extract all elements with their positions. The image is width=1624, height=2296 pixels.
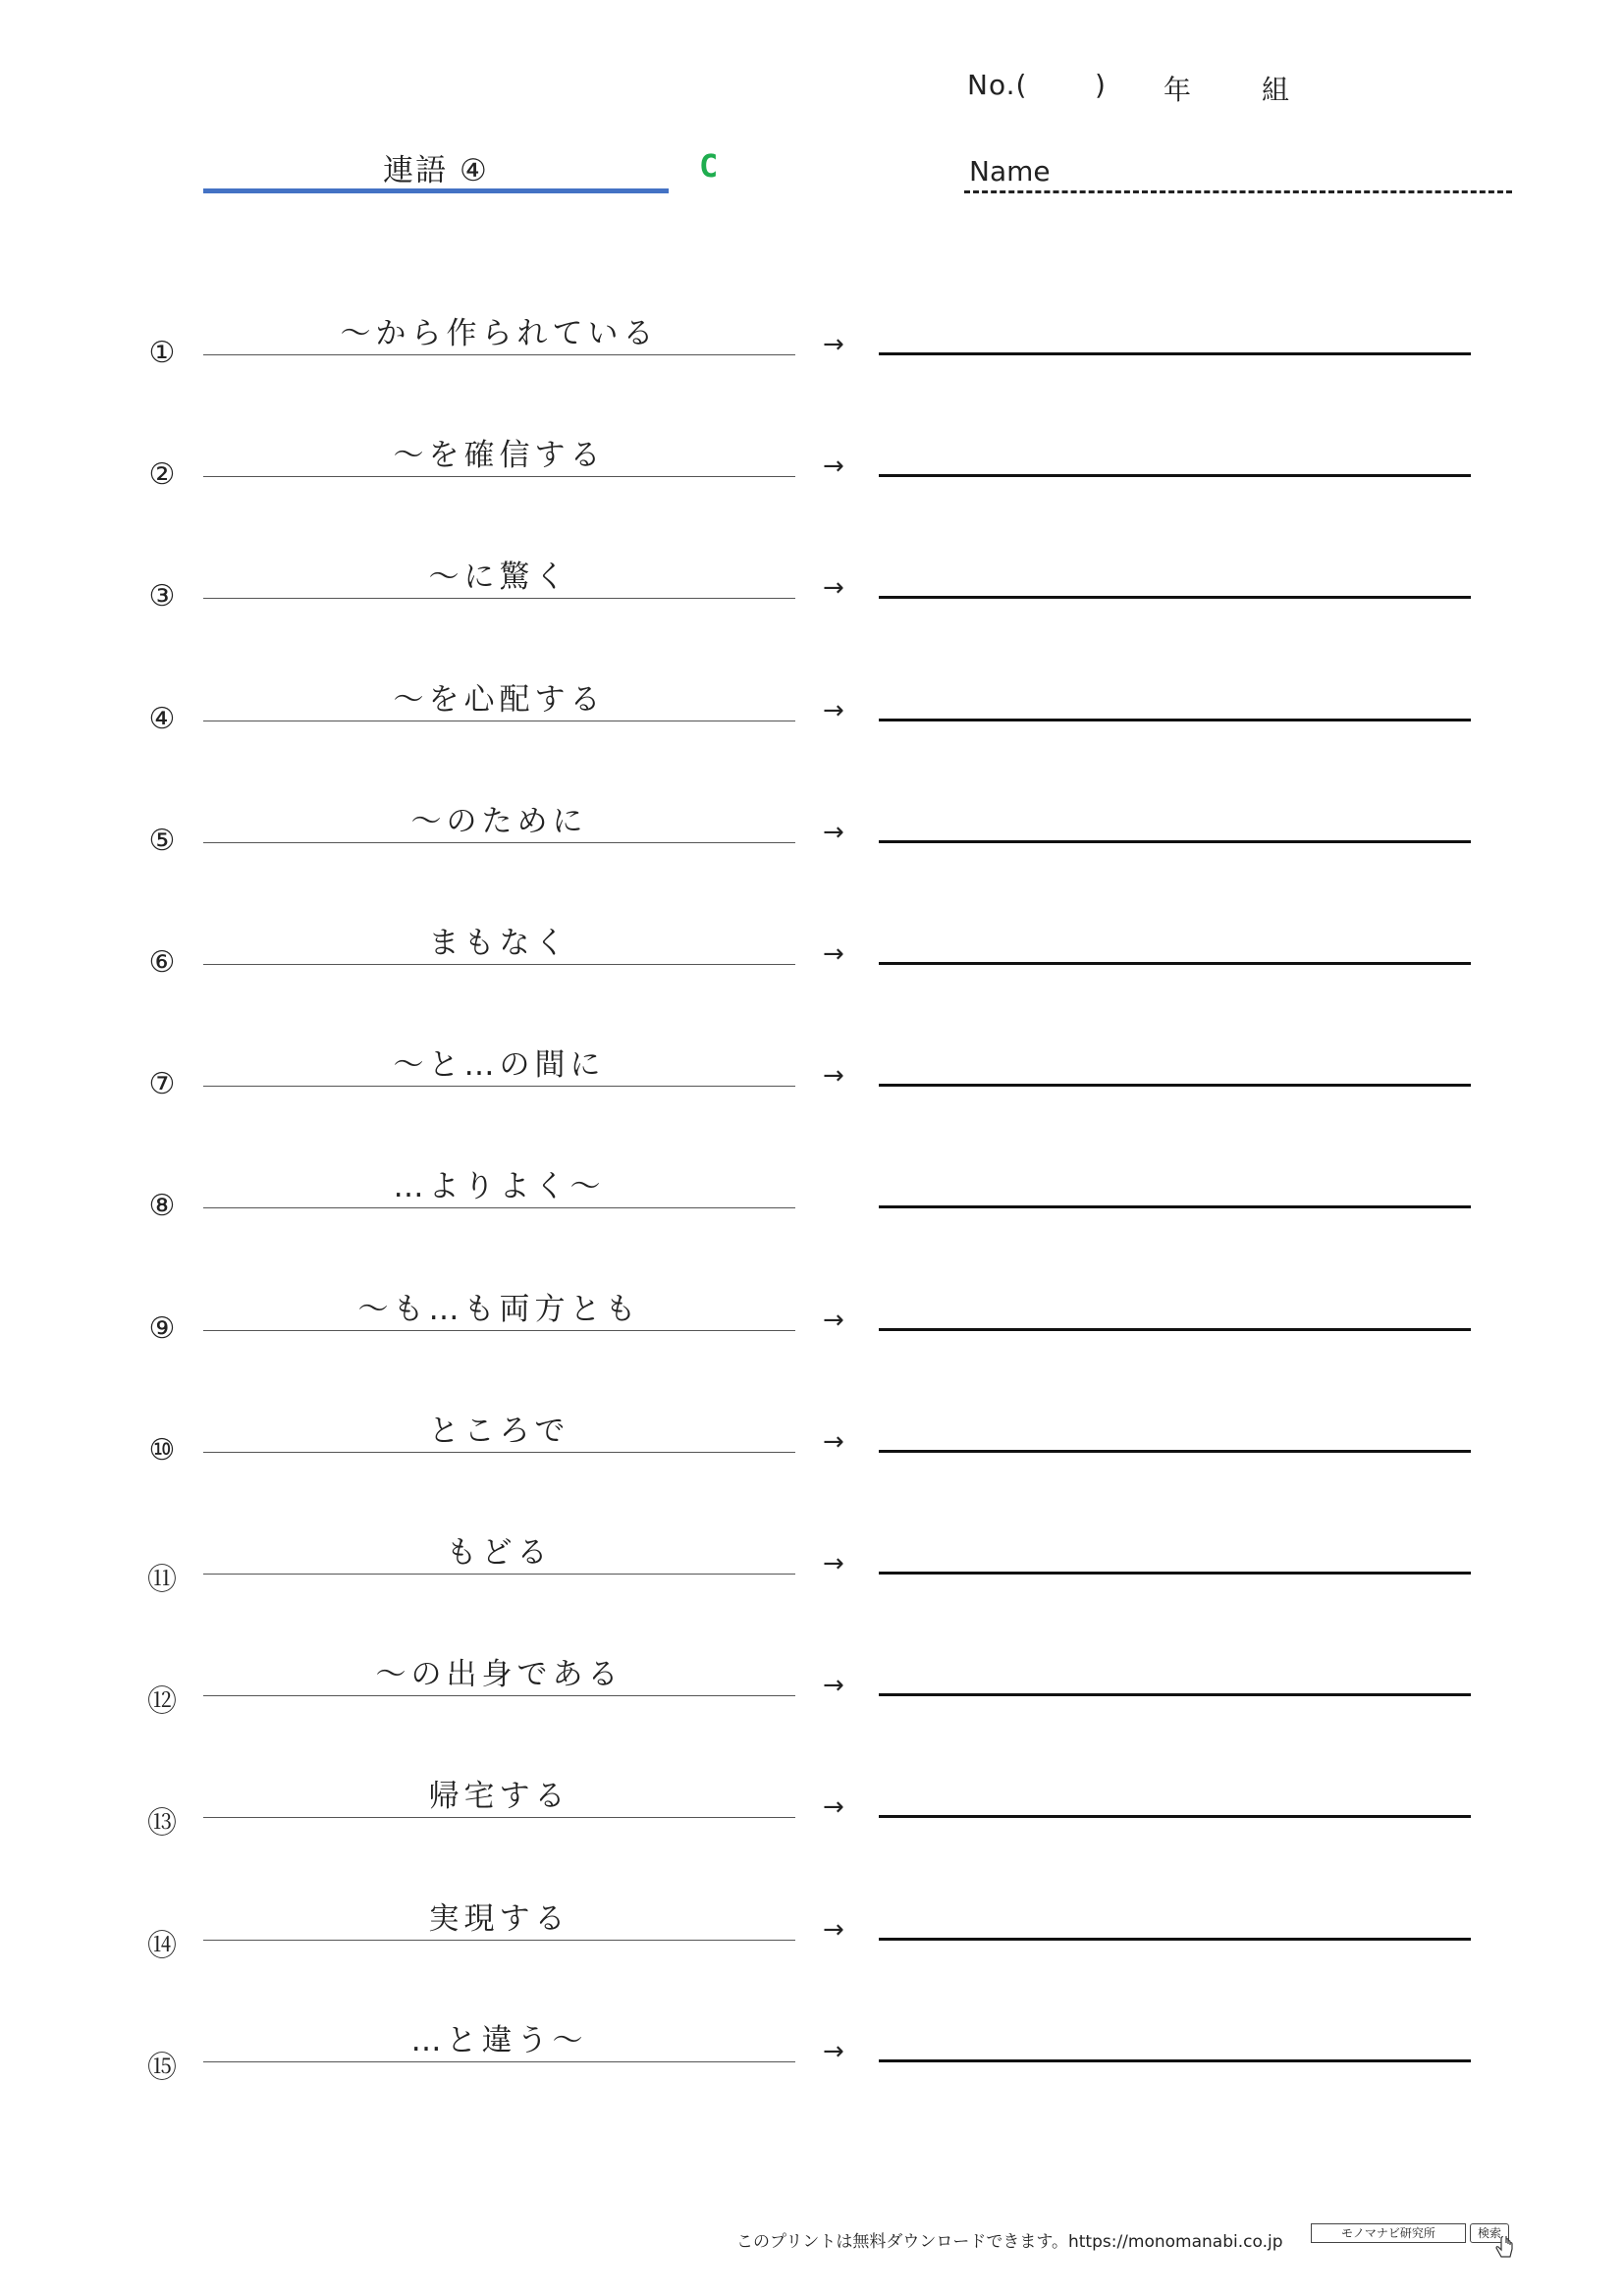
- arrow-icon: →: [823, 817, 844, 847]
- exercise-row: [0, 902, 1624, 1024]
- phrase-underline: [203, 1940, 795, 1941]
- answer-field[interactable]: [879, 474, 1471, 477]
- arrow-icon: →: [823, 452, 844, 482]
- phrase-underline: [203, 1330, 795, 1331]
- header-number-class: [967, 69, 1290, 108]
- hand-cursor-icon: [1495, 2236, 1515, 2262]
- item-number: ②: [148, 457, 176, 493]
- exercise-row: [0, 1390, 1624, 1512]
- answer-field[interactable]: [879, 962, 1471, 965]
- phrase-underline: [203, 598, 795, 599]
- arrow-icon: →: [823, 1305, 844, 1335]
- arrow-icon: →: [823, 939, 844, 969]
- phrase-underline: [203, 1695, 795, 1696]
- exercise-row: [0, 2000, 1624, 2121]
- arrow-icon: →: [823, 1549, 844, 1578]
- footer-search-box[interactable]: モノマナビ研究所: [1311, 2223, 1466, 2243]
- year-label: 年: [1164, 74, 1193, 106]
- class-label: 組: [1262, 74, 1291, 106]
- answer-field[interactable]: [879, 596, 1471, 599]
- japanese-phrase: まもなく: [428, 926, 570, 961]
- worksheet-title: 連語 ④: [383, 153, 489, 188]
- arrow-icon: →: [823, 330, 844, 359]
- japanese-phrase: ～の出身である: [375, 1657, 623, 1693]
- japanese-phrase: ～も…も両方とも: [357, 1291, 641, 1327]
- item-number: ⑤: [148, 823, 176, 858]
- arrow-icon: →: [823, 1671, 844, 1701]
- exercise-row: [0, 1755, 1624, 1877]
- japanese-phrase: …よりよく～: [393, 1169, 606, 1205]
- japanese-phrase: …と違う～: [410, 2022, 588, 2058]
- item-number: ⑦: [148, 1067, 176, 1102]
- exercise-row: [0, 1878, 1624, 2000]
- phrase-underline: [203, 842, 795, 843]
- japanese-phrase: 実現する: [428, 1900, 570, 1937]
- exercise-row: [0, 780, 1624, 902]
- exercise-row: [0, 1024, 1624, 1146]
- phrase-underline: [203, 476, 795, 477]
- number-close: ): [1095, 69, 1107, 101]
- number-label: No.(: [967, 69, 1028, 101]
- answer-field[interactable]: [879, 352, 1471, 355]
- arrow-icon: →: [823, 1792, 844, 1823]
- item-number: ⑮: [147, 2050, 177, 2085]
- phrase-underline: [203, 354, 795, 355]
- exercise-row: [0, 659, 1624, 780]
- item-number: ⑨: [148, 1310, 176, 1346]
- arrow-icon: →: [823, 1426, 844, 1457]
- item-number: ③: [148, 579, 176, 614]
- japanese-phrase: もどる: [446, 1535, 553, 1571]
- phrase-underline: [203, 1207, 795, 1208]
- arrow-icon: →: [823, 695, 844, 725]
- name-label: Name: [969, 155, 1051, 187]
- phrase-underline: [203, 2061, 795, 2062]
- answer-field[interactable]: [879, 1693, 1471, 1696]
- japanese-phrase: ～を心配する: [393, 681, 606, 718]
- item-number: ⑩: [148, 1432, 176, 1468]
- answer-field[interactable]: [879, 1084, 1471, 1087]
- answer-field[interactable]: [879, 1572, 1471, 1575]
- japanese-phrase: 帰宅する: [428, 1779, 570, 1815]
- phrase-underline: [203, 1452, 795, 1453]
- japanese-phrase: ～と…の間に: [393, 1047, 606, 1084]
- japanese-phrase: ところで: [428, 1413, 570, 1449]
- answer-field[interactable]: [879, 1450, 1471, 1453]
- arrow-icon: →: [823, 1914, 844, 1945]
- title-underline: [203, 188, 669, 193]
- item-number: ⑬: [147, 1806, 177, 1842]
- arrow-icon: →: [823, 1061, 844, 1092]
- footer-text: このプリントは無料ダウンロードできます。https://monomanabi.co.jp: [736, 2232, 1283, 2252]
- level-badge: C: [699, 147, 719, 185]
- japanese-phrase: ～を確信する: [393, 438, 606, 474]
- answer-field[interactable]: [879, 719, 1471, 721]
- japanese-phrase: ～に驚く: [428, 560, 570, 596]
- item-number: ⑫: [147, 1684, 177, 1720]
- item-number: ⑥: [148, 945, 176, 980]
- answer-field[interactable]: [879, 1938, 1471, 1941]
- arrow-icon: →: [823, 573, 844, 604]
- exercise-row: [0, 1268, 1624, 1390]
- exercise-row: [0, 1146, 1624, 1267]
- item-number: ④: [148, 701, 176, 736]
- exercise-row: [0, 414, 1624, 536]
- exercise-row: [0, 536, 1624, 658]
- footer-search-button[interactable]: 検索: [1470, 2223, 1509, 2243]
- item-number: ⑪: [147, 1563, 177, 1597]
- phrase-underline: [203, 1086, 795, 1087]
- phrase-underline: [203, 1574, 795, 1575]
- phrase-underline: [203, 964, 795, 965]
- exercise-row: [0, 293, 1624, 414]
- item-number: ⑭: [147, 1928, 177, 1963]
- exercise-row: [0, 1633, 1624, 1755]
- answer-field[interactable]: [879, 840, 1471, 843]
- japanese-phrase: ～のために: [410, 803, 588, 839]
- answer-field[interactable]: [879, 1205, 1471, 1208]
- item-number: ①: [148, 336, 176, 370]
- arrow-icon: →: [823, 2036, 844, 2066]
- answer-field[interactable]: [879, 2059, 1471, 2062]
- answer-field[interactable]: [879, 1815, 1471, 1818]
- name-field[interactable]: [964, 190, 1512, 193]
- japanese-phrase: ～から作られている: [340, 316, 659, 351]
- phrase-underline: [203, 1817, 795, 1818]
- exercise-row: [0, 1512, 1624, 1633]
- answer-field[interactable]: [879, 1328, 1471, 1331]
- item-number: ⑧: [148, 1189, 176, 1224]
